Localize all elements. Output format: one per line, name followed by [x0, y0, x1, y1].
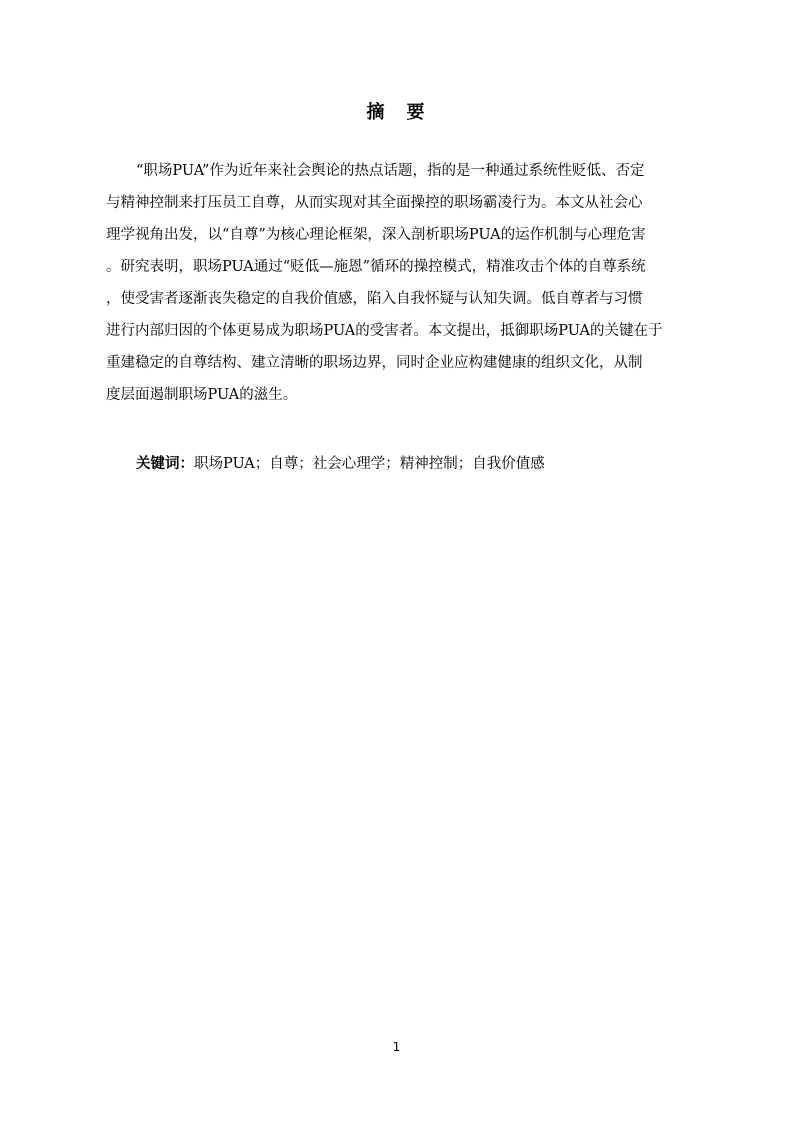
abstract-line: 进行内部归因的个体更易成为职场PUA的受害者。本文提出，抵御职场PUA的关键在于 — [106, 323, 663, 339]
abstract-body — [106, 155, 694, 411]
abstract-line: 度层面遏制职场PUA的滋生。 — [106, 387, 298, 403]
keywords-text: 职场PUA；自尊；社会心理学；精神控制；自我价值感 — [194, 456, 545, 472]
keywords-label: 关键词： — [136, 456, 194, 472]
page-number: 1 — [392, 1040, 401, 1054]
abstract-title: 摘 要 — [366, 102, 427, 123]
abstract-line: ，使受害者逐渐丧失稳定的自我价值感，陷入自我怀疑与认知失调。低自尊者与习惯 — [106, 291, 643, 307]
abstract-line: 理学视角出发，以“自尊”为核心理论框架，深入剖析职场PUA的运作机制与心理危害 — [106, 227, 646, 243]
abstract-line: 重建稳定的自尊结构、建立清晰的职场边界，同时企业应构建健康的组织文化，从制 — [106, 355, 643, 371]
abstract-line: 。研究表明，职场PUA通过“贬低—施恩”循环的操控模式，精准攻击个体的自尊系统 — [106, 259, 646, 275]
abstract-line: 与精神控制来打压员工自尊，从而实现对其全面操控的职场霸凌行为。本文从社会心 — [106, 195, 643, 211]
abstract-line: “职场PUA”作为近年来社会舆论的热点话题，指的是一种通过系统性贬低、否定 — [136, 163, 645, 179]
keywords-line — [136, 452, 545, 476]
